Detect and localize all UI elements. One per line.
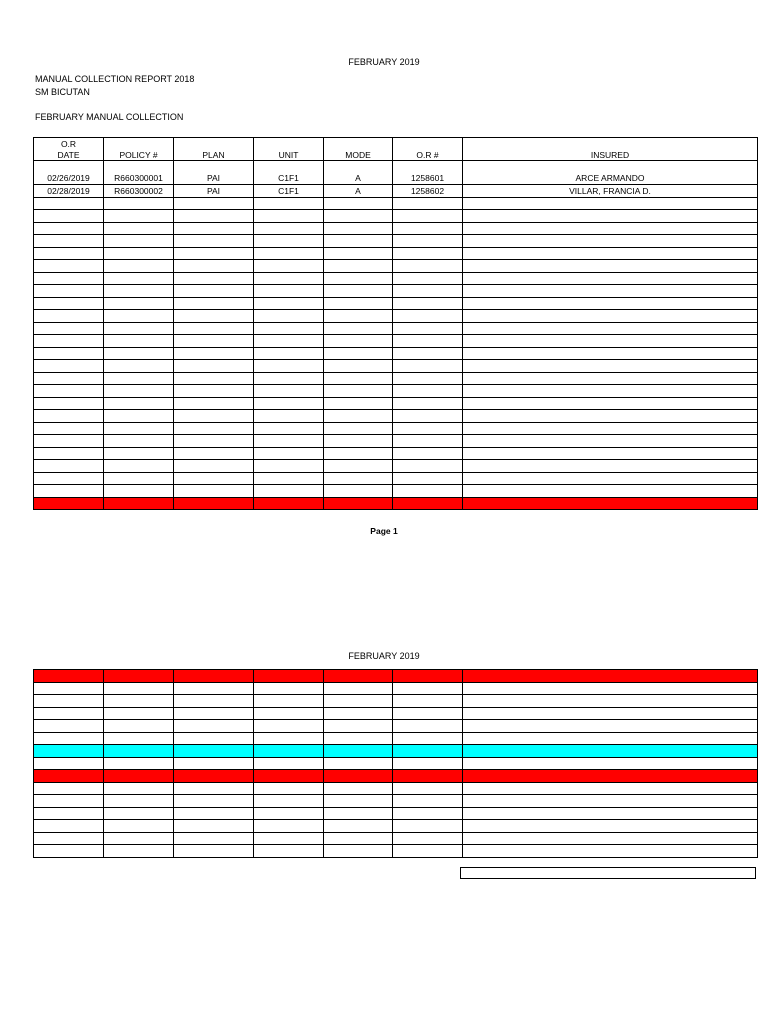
table-row (34, 210, 758, 223)
cell-policy: R660300001 (104, 173, 174, 185)
table-row (34, 485, 758, 498)
table-row (34, 385, 758, 398)
table-row (34, 347, 758, 360)
header-plan: PLAN (174, 149, 254, 161)
spacer-row (34, 161, 758, 173)
header-or-date-top: O.R (34, 138, 104, 150)
table-row (34, 297, 758, 310)
table-row (34, 335, 758, 348)
empty-rows (34, 197, 758, 497)
table-row (34, 732, 758, 745)
table-row (34, 173, 758, 185)
table-row (34, 260, 758, 273)
table-row (34, 720, 758, 733)
cell-date: 02/26/2019 (34, 173, 104, 185)
table-row (34, 322, 758, 335)
header-policy: POLICY # (104, 149, 174, 161)
table-row (34, 310, 758, 323)
table-row (34, 447, 758, 460)
table-row (34, 782, 758, 795)
table-row (34, 235, 758, 248)
cell-plan: PAI (174, 173, 254, 185)
summary-rows-a (34, 682, 758, 745)
table-row (34, 272, 758, 285)
cell-plan: PAI (174, 185, 254, 198)
header-insured: INSURED (463, 149, 758, 161)
summary-table (33, 669, 758, 858)
table-row (34, 820, 758, 833)
summary-subtotal-row (34, 770, 758, 783)
summary-rows-b (34, 782, 758, 857)
cell-insured: ARCE ARMANDO (463, 173, 758, 185)
page-label: Page 1 (370, 526, 398, 536)
table-row (34, 795, 758, 808)
table-row (34, 757, 758, 770)
table-row (34, 845, 758, 858)
table-row (34, 707, 758, 720)
table-row (34, 185, 758, 198)
header-row-top (34, 138, 758, 150)
table-row (34, 285, 758, 298)
table-row (34, 435, 758, 448)
section-title: FEBRUARY MANUAL COLLECTION (35, 112, 184, 122)
table-row (34, 460, 758, 473)
cell-date: 02/28/2019 (34, 185, 104, 198)
table-row (34, 472, 758, 485)
table-row (34, 360, 758, 373)
cell-mode: A (324, 185, 393, 198)
header-or-date: DATE (34, 149, 104, 161)
header-mode: MODE (324, 149, 393, 161)
table-row (34, 695, 758, 708)
collection-table (33, 137, 758, 510)
table-row (34, 682, 758, 695)
cell-insured: VILLAR, FRANCIA D. (463, 185, 758, 198)
header-row (34, 149, 758, 161)
month-title: FEBRUARY 2019 (348, 57, 420, 67)
table-row (34, 422, 758, 435)
table-row (34, 397, 758, 410)
cell-mode: A (324, 173, 393, 185)
branch-name: SM BICUTAN (35, 87, 90, 97)
table-row (34, 410, 758, 423)
grand-total-box (460, 867, 756, 879)
highlight-row (34, 745, 758, 758)
header-or-no: O.R # (393, 149, 463, 161)
cell-or-no: 1258602 (393, 185, 463, 198)
header-unit: UNIT (254, 149, 324, 161)
cell-unit: C1F1 (254, 185, 324, 198)
report-title: MANUAL COLLECTION REPORT 2018 (35, 74, 195, 84)
table-row (34, 197, 758, 210)
cell-or-no: 1258601 (393, 173, 463, 185)
cell-policy: R660300002 (104, 185, 174, 198)
table-row (34, 247, 758, 260)
table-row (34, 807, 758, 820)
total-row (34, 497, 758, 510)
table-row (34, 222, 758, 235)
table-row (34, 372, 758, 385)
summary-header-row (34, 670, 758, 683)
cell-unit: C1F1 (254, 173, 324, 185)
table-row (34, 832, 758, 845)
page2-month-title: FEBRUARY 2019 (348, 651, 420, 661)
